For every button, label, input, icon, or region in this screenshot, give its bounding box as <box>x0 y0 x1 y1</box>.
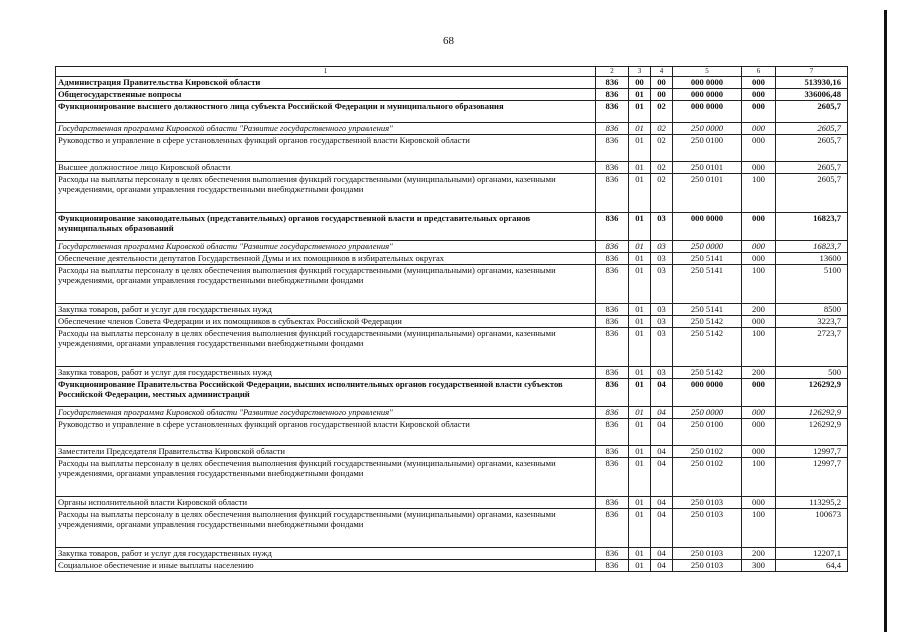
row-amount: 100673 <box>776 509 848 548</box>
row-code-5: 250 0000 <box>673 241 742 253</box>
row-code-5: 250 5141 <box>673 304 742 316</box>
row-code-5: 000 0000 <box>673 379 742 407</box>
row-description: Обеспечение членов Совета Федерации и их помощников в субъектах Российской Федерации <box>56 316 596 328</box>
row-code-2: 836 <box>596 241 629 253</box>
table-row <box>56 213 848 241</box>
row-description: Закупка товаров, работ и услуг для государственных нужд <box>56 367 596 379</box>
row-amount: 2605,7 <box>776 101 848 123</box>
row-code-2: 836 <box>596 446 629 458</box>
row-code-3: 01 <box>629 265 651 304</box>
row-code-5: 250 0000 <box>673 407 742 419</box>
header-cell: 4 <box>651 67 673 77</box>
row-code-5: 250 5141 <box>673 265 742 304</box>
row-code-3: 01 <box>629 135 651 162</box>
row-amount: 64,4 <box>776 560 848 572</box>
row-description: Государственная программа Кировской области "Развитие государственного управления" <box>56 123 596 135</box>
row-amount: 2605,7 <box>776 123 848 135</box>
row-code-5: 250 5142 <box>673 328 742 367</box>
row-description: Государственная программа Кировской области "Развитие государственного управления" <box>56 241 596 253</box>
row-code-5: 250 0103 <box>673 509 742 548</box>
row-code-5: 250 0103 <box>673 560 742 572</box>
row-code-3: 01 <box>629 548 651 560</box>
row-code-2: 836 <box>596 509 629 548</box>
row-description: Расходы на выплаты персоналу в целях обеспечения выполнения функций государственными (муниципальными) органами, казенными учреждениями, органами управления государственными внебюджетными фондами <box>56 458 596 497</box>
table-row <box>56 162 848 174</box>
row-description: Общегосударственные вопросы <box>56 89 596 101</box>
row-code-2: 836 <box>596 265 629 304</box>
row-code-3: 01 <box>629 316 651 328</box>
row-code-2: 836 <box>596 135 629 162</box>
row-description: Руководство и управление в сфере установленных функций органов государственной власти Кировской области <box>56 419 596 446</box>
row-code-6: 000 <box>742 446 776 458</box>
row-code-4: 03 <box>651 328 673 367</box>
row-code-6: 000 <box>742 77 776 89</box>
row-code-2: 836 <box>596 123 629 135</box>
row-code-6: 100 <box>742 265 776 304</box>
row-code-5: 250 0000 <box>673 123 742 135</box>
row-amount: 5100 <box>776 265 848 304</box>
table-row <box>56 379 848 407</box>
row-code-6: 300 <box>742 560 776 572</box>
table-row <box>56 497 848 509</box>
table-row <box>56 241 848 253</box>
row-code-3: 01 <box>629 89 651 101</box>
row-code-3: 01 <box>629 497 651 509</box>
row-amount: 513930,16 <box>776 77 848 89</box>
row-code-2: 836 <box>596 367 629 379</box>
table-row <box>56 419 848 446</box>
row-code-4: 04 <box>651 548 673 560</box>
row-code-4: 02 <box>651 174 673 213</box>
row-code-5: 000 0000 <box>673 101 742 123</box>
row-code-2: 836 <box>596 89 629 101</box>
row-code-4: 04 <box>651 497 673 509</box>
table-row <box>56 367 848 379</box>
row-amount: 3223,7 <box>776 316 848 328</box>
row-code-5: 250 0101 <box>673 174 742 213</box>
row-description: Функционирование Правительства Российской Федерации, высших исполнительных органов государственной власти субъектов Российской Федерации, местных администраций <box>56 379 596 407</box>
row-code-5: 250 0100 <box>673 419 742 446</box>
table-row <box>56 509 848 548</box>
row-amount: 13600 <box>776 253 848 265</box>
row-code-3: 01 <box>629 174 651 213</box>
table-row <box>56 135 848 162</box>
row-amount: 500 <box>776 367 848 379</box>
table-row <box>56 316 848 328</box>
row-description: Функционирование высшего должностного лица субъекта Российской Федерации и муниципального образования <box>56 101 596 123</box>
row-code-3: 01 <box>629 304 651 316</box>
table-row <box>56 89 848 101</box>
row-description: Органы исполнительной власти Кировской области <box>56 497 596 509</box>
row-description: Социальное обеспечение и иные выплаты населению <box>56 560 596 572</box>
row-code-5: 250 5142 <box>673 316 742 328</box>
row-code-3: 01 <box>629 101 651 123</box>
row-code-2: 836 <box>596 560 629 572</box>
row-code-5: 250 5142 <box>673 367 742 379</box>
row-code-6: 100 <box>742 328 776 367</box>
row-code-5: 250 0102 <box>673 446 742 458</box>
row-code-2: 836 <box>596 419 629 446</box>
row-code-6: 000 <box>742 213 776 241</box>
row-description: Закупка товаров, работ и услуг для государственных нужд <box>56 304 596 316</box>
row-code-3: 01 <box>629 253 651 265</box>
row-code-2: 836 <box>596 458 629 497</box>
row-amount: 16823,7 <box>776 213 848 241</box>
row-description: Расходы на выплаты персоналу в целях обеспечения выполнения функций государственными (муниципальными) органами, казенными учреждениями, органами управления государственными внебюджетными фондами <box>56 265 596 304</box>
row-code-4: 03 <box>651 253 673 265</box>
header-cell: 1 <box>56 67 596 77</box>
row-description: Обеспечение деятельности депутатов Государственной Думы и их помощников в избирательных округах <box>56 253 596 265</box>
table-row <box>56 328 848 367</box>
row-code-3: 01 <box>629 560 651 572</box>
row-code-4: 02 <box>651 123 673 135</box>
row-code-3: 01 <box>629 458 651 497</box>
row-code-5: 000 0000 <box>673 89 742 101</box>
row-code-4: 00 <box>651 77 673 89</box>
row-code-2: 836 <box>596 316 629 328</box>
row-description: Руководство и управление в сфере установленных функций органов государственной власти Кировской области <box>56 135 596 162</box>
scan-edge-bar <box>884 10 887 632</box>
row-code-6: 100 <box>742 458 776 497</box>
row-code-2: 836 <box>596 328 629 367</box>
row-code-4: 04 <box>651 509 673 548</box>
row-code-6: 000 <box>742 89 776 101</box>
row-code-4: 04 <box>651 419 673 446</box>
row-amount: 126292,9 <box>776 379 848 407</box>
header-cell: 3 <box>629 67 651 77</box>
row-code-6: 000 <box>742 162 776 174</box>
table-row <box>56 407 848 419</box>
row-amount: 126292,9 <box>776 407 848 419</box>
row-code-5: 250 0103 <box>673 548 742 560</box>
row-amount: 2605,7 <box>776 162 848 174</box>
row-code-2: 836 <box>596 407 629 419</box>
table-row <box>56 548 848 560</box>
header-row <box>56 67 848 77</box>
row-code-4: 04 <box>651 560 673 572</box>
row-description: Государственная программа Кировской области "Развитие государственного управления" <box>56 407 596 419</box>
row-code-4: 03 <box>651 265 673 304</box>
row-amount: 12207,1 <box>776 548 848 560</box>
row-description: Расходы на выплаты персоналу в целях обеспечения выполнения функций государственными (муниципальными) органами, казенными учреждениями, органами управления государственными внебюджетными фондами <box>56 174 596 213</box>
row-code-6: 000 <box>742 407 776 419</box>
row-code-6: 200 <box>742 367 776 379</box>
header-cell: 6 <box>742 67 776 77</box>
row-code-6: 100 <box>742 174 776 213</box>
row-amount: 2723,7 <box>776 328 848 367</box>
row-description: Расходы на выплаты персоналу в целях обеспечения выполнения функций государственными (муниципальными) органами, казенными учреждениями, органами управления государственными внебюджетными фондами <box>56 328 596 367</box>
table-row <box>56 253 848 265</box>
table-row <box>56 174 848 213</box>
row-code-3: 01 <box>629 213 651 241</box>
row-code-3: 01 <box>629 241 651 253</box>
row-code-4: 03 <box>651 213 673 241</box>
row-amount: 336006,48 <box>776 89 848 101</box>
row-code-6: 000 <box>742 379 776 407</box>
row-code-2: 836 <box>596 379 629 407</box>
row-description: Расходы на выплаты персоналу в целях обеспечения выполнения функций государственными (муниципальными) органами, казенными учреждениями, органами управления государственными внебюджетными фондами <box>56 509 596 548</box>
row-code-6: 000 <box>742 135 776 162</box>
row-code-4: 03 <box>651 304 673 316</box>
row-code-4: 02 <box>651 162 673 174</box>
row-code-6: 000 <box>742 497 776 509</box>
header-cell: 7 <box>776 67 848 77</box>
row-code-4: 04 <box>651 458 673 497</box>
row-code-5: 000 0000 <box>673 213 742 241</box>
page-number: 68 <box>443 35 454 47</box>
header-cell: 5 <box>673 67 742 77</box>
row-code-3: 01 <box>629 328 651 367</box>
row-code-2: 836 <box>596 101 629 123</box>
row-code-5: 250 0100 <box>673 135 742 162</box>
row-code-5: 250 0102 <box>673 458 742 497</box>
row-code-2: 836 <box>596 77 629 89</box>
table-row <box>56 77 848 89</box>
row-code-3: 00 <box>629 77 651 89</box>
row-amount: 113295,2 <box>776 497 848 509</box>
row-amount: 8500 <box>776 304 848 316</box>
row-code-2: 836 <box>596 253 629 265</box>
row-description: Заместители Председателя Правительства Кировской области <box>56 446 596 458</box>
row-code-3: 01 <box>629 379 651 407</box>
header-cell: 2 <box>596 67 629 77</box>
table-row <box>56 101 848 123</box>
row-code-6: 000 <box>742 253 776 265</box>
row-code-4: 04 <box>651 379 673 407</box>
row-amount: 16823,7 <box>776 241 848 253</box>
budget-table <box>55 66 848 572</box>
row-code-4: 00 <box>651 89 673 101</box>
row-code-6: 000 <box>742 101 776 123</box>
row-code-3: 01 <box>629 367 651 379</box>
row-code-3: 01 <box>629 123 651 135</box>
row-code-4: 03 <box>651 241 673 253</box>
row-code-4: 02 <box>651 101 673 123</box>
row-amount: 12997,7 <box>776 446 848 458</box>
row-code-4: 04 <box>651 446 673 458</box>
row-code-2: 836 <box>596 162 629 174</box>
row-code-6: 000 <box>742 316 776 328</box>
row-code-6: 000 <box>742 123 776 135</box>
row-amount: 126292,9 <box>776 419 848 446</box>
row-code-5: 250 0103 <box>673 497 742 509</box>
row-code-5: 250 5141 <box>673 253 742 265</box>
row-code-4: 02 <box>651 135 673 162</box>
row-code-2: 836 <box>596 548 629 560</box>
table-row <box>56 560 848 572</box>
row-code-6: 200 <box>742 548 776 560</box>
row-code-3: 01 <box>629 509 651 548</box>
row-code-4: 03 <box>651 367 673 379</box>
row-code-6: 000 <box>742 241 776 253</box>
row-description: Администрация Правительства Кировской области <box>56 77 596 89</box>
table-row <box>56 123 848 135</box>
row-description: Закупка товаров, работ и услуг для государственных нужд <box>56 548 596 560</box>
row-code-4: 03 <box>651 316 673 328</box>
row-code-3: 01 <box>629 162 651 174</box>
row-code-2: 836 <box>596 174 629 213</box>
row-code-3: 01 <box>629 407 651 419</box>
row-code-6: 200 <box>742 304 776 316</box>
row-code-3: 01 <box>629 446 651 458</box>
row-description: Функционирование законодательных (представительных) органов государственной власти и представительных органов муниципальных образований <box>56 213 596 241</box>
table-row <box>56 446 848 458</box>
row-code-4: 04 <box>651 407 673 419</box>
row-amount: 2605,7 <box>776 135 848 162</box>
row-code-3: 01 <box>629 419 651 446</box>
row-code-2: 836 <box>596 497 629 509</box>
row-code-6: 100 <box>742 509 776 548</box>
row-code-5: 250 0101 <box>673 162 742 174</box>
table-row <box>56 304 848 316</box>
table-row <box>56 265 848 304</box>
row-code-2: 836 <box>596 213 629 241</box>
row-code-6: 000 <box>742 419 776 446</box>
row-amount: 12997,7 <box>776 458 848 497</box>
table-row <box>56 458 848 497</box>
row-amount: 2605,7 <box>776 174 848 213</box>
row-code-5: 000 0000 <box>673 77 742 89</box>
row-description: Высшее должностное лицо Кировской области <box>56 162 596 174</box>
row-code-2: 836 <box>596 304 629 316</box>
